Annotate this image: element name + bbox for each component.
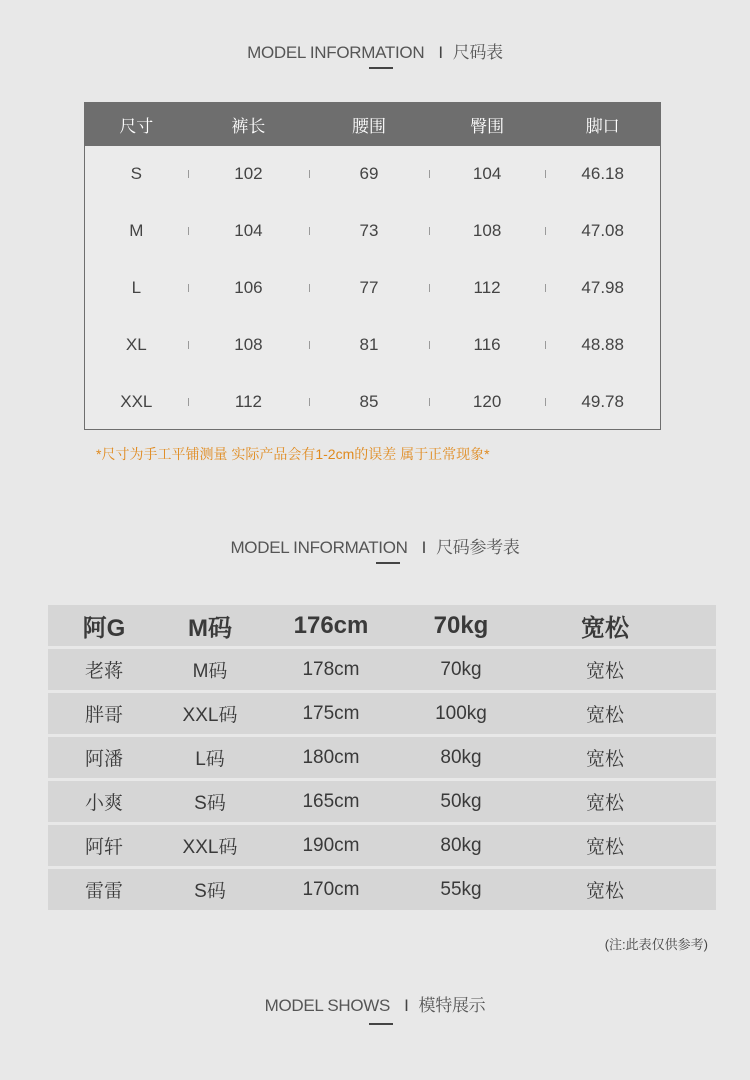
section-title-size-chart	[0, 38, 750, 63]
length-cell: 108	[188, 335, 310, 355]
section-title-cn: 尺码参考表	[436, 538, 520, 557]
size-cell: XXL	[120, 391, 153, 411]
header-cell: 脚口	[585, 117, 620, 136]
model-name-cell: 阿潘	[84, 749, 123, 770]
header-cell: 尺寸	[119, 117, 154, 136]
title-underline	[369, 67, 393, 69]
model-height-cell: 170cm	[302, 878, 360, 900]
table-row	[48, 825, 716, 866]
hem-cell: 49.78	[545, 392, 660, 412]
size-cell: M	[129, 221, 144, 241]
table-row	[48, 737, 716, 778]
waist-cell: 77	[309, 278, 429, 298]
section-title-en: MODEL SHOWS	[264, 996, 391, 1015]
model-height-cell: 178cm	[302, 658, 360, 680]
title-separator: I	[404, 996, 409, 1015]
model-size-cell: S码	[194, 881, 226, 902]
model-height-cell: 180cm	[302, 746, 360, 768]
model-name-cell: 小爽	[84, 793, 123, 814]
header-cell: 裤长	[231, 117, 266, 136]
model-fit-cell: 宽松	[581, 615, 629, 642]
model-weight-cell: 50kg	[440, 790, 482, 812]
length-cell: 102	[188, 164, 310, 184]
hip-cell: 108	[429, 221, 546, 241]
table-row	[85, 146, 660, 203]
model-fit-cell: 宽松	[585, 881, 624, 902]
model-height-cell: 190cm	[302, 834, 360, 856]
measurement-note: *尺寸为手工平铺测量 实际产品会有1-2cm的误差 属于正常现象*	[96, 446, 490, 462]
hem-cell: 47.08	[545, 221, 660, 241]
hem-cell: 47.98	[545, 278, 660, 298]
table-row	[85, 316, 660, 373]
table-row	[85, 203, 660, 260]
size-cell: L	[131, 277, 142, 297]
model-name-cell: 胖哥	[84, 705, 123, 726]
table-row	[48, 781, 716, 822]
model-size-cell: XXL码	[182, 705, 238, 726]
table-row	[48, 693, 716, 734]
size-table-header	[85, 103, 660, 146]
model-height-cell: 165cm	[302, 790, 360, 812]
table-row	[48, 605, 716, 646]
section-title-cn: 模特展示	[418, 996, 486, 1015]
hem-cell: 48.88	[545, 335, 660, 355]
title-underline	[376, 562, 400, 564]
hip-cell: 120	[429, 392, 546, 412]
hem-cell: 46.18	[545, 164, 660, 184]
hip-cell: 112	[429, 278, 546, 298]
model-height-cell: 176cm	[293, 611, 369, 639]
section-title-cn: 尺码表	[452, 43, 503, 62]
model-weight-cell: 70kg	[440, 658, 482, 680]
section-title-en: MODEL INFORMATION	[230, 538, 408, 557]
waist-cell: 69	[309, 164, 429, 184]
size-table	[84, 102, 661, 430]
waist-cell: 81	[309, 335, 429, 355]
title-separator: I	[421, 538, 427, 557]
model-fit-cell: 宽松	[585, 793, 624, 814]
size-cell: S	[130, 164, 142, 184]
model-weight-cell: 70kg	[433, 611, 489, 639]
section-title-reference	[0, 533, 750, 558]
model-fit-cell: 宽松	[585, 749, 624, 770]
hip-cell: 116	[429, 335, 546, 355]
length-cell: 112	[188, 392, 310, 412]
model-fit-cell: 宽松	[585, 837, 624, 858]
model-name-cell: 阿G	[82, 615, 126, 642]
model-fit-cell: 宽松	[585, 705, 624, 726]
hip-cell: 104	[429, 164, 546, 184]
section-title-model-shows	[0, 991, 750, 1016]
model-size-cell: L码	[195, 749, 225, 770]
size-cell: XL	[125, 334, 147, 354]
length-cell: 104	[188, 221, 310, 241]
title-underline	[369, 1023, 393, 1025]
reference-table	[48, 605, 716, 913]
table-row	[48, 649, 716, 690]
waist-cell: 73	[309, 221, 429, 241]
model-name-cell: 老蒋	[84, 661, 123, 682]
model-size-cell: M码	[192, 661, 228, 682]
model-weight-cell: 55kg	[440, 878, 482, 900]
model-weight-cell: 100kg	[435, 702, 487, 724]
model-size-cell: S码	[194, 793, 226, 814]
header-cell: 腰围	[352, 117, 386, 136]
table-row	[85, 260, 660, 317]
header-cell: 臀围	[470, 117, 505, 136]
model-height-cell: 175cm	[302, 702, 360, 724]
model-weight-cell: 80kg	[440, 834, 482, 856]
length-cell: 106	[188, 278, 310, 298]
table-row	[48, 869, 716, 910]
table-row	[85, 373, 660, 430]
reference-footnote: (注:此表仅供参考)	[604, 937, 708, 952]
model-name-cell: 雷雷	[84, 881, 123, 902]
model-name-cell: 阿轩	[84, 837, 123, 858]
section-title-en: MODEL INFORMATION	[247, 43, 425, 62]
model-size-cell: XXL码	[182, 837, 238, 858]
model-size-cell: M码	[188, 615, 232, 642]
model-fit-cell: 宽松	[585, 661, 624, 682]
model-weight-cell: 80kg	[440, 746, 482, 768]
title-separator: I	[438, 43, 443, 62]
waist-cell: 85	[309, 392, 429, 412]
